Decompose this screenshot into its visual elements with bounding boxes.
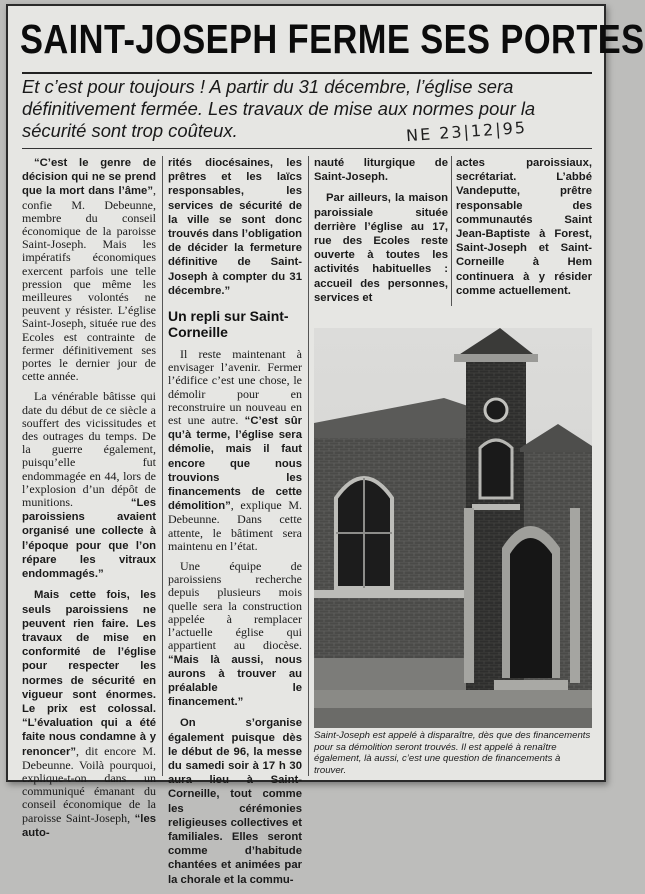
- quote-text: “les auto-: [22, 812, 157, 839]
- quote-text: “C’est sûr qu’à terme, l’église sera démolie, mais il faut encore que nous trouvions les financements de cette démolition”: [168, 415, 303, 513]
- paragraph: [22, 390, 156, 581]
- body-text: Une équipe de paroissiens recherche depuis plusieurs mois quelle sera la construction appelée à remplacer l’actuelle église qui appartient au diocèse.: [168, 559, 302, 653]
- paragraph: [22, 156, 156, 383]
- article-column-2: [168, 156, 302, 894]
- paragraph: [314, 191, 448, 305]
- body-text: , confie M. Debeunne, membre du conseil économique de la paroisse Saint-Joseph. Mais les impératifs économiques exercent parfois une telle pression que même les meilleures volontés ne peuvent y résister. L’église Saint-Joseph, située rue des Ecoles est contrainte de fermer définitivement ses portes le dernier jour de cette année.: [22, 183, 156, 384]
- paragraph: [314, 156, 448, 184]
- paragraph: [168, 156, 302, 298]
- body-text-bold: Par ailleurs, la maison paroissiale située derrière l’église au 17, rue des Ecoles reste ouverte à toutes les activités habituelles : accueil des personnes, services et: [314, 192, 448, 304]
- church-photo: [314, 328, 592, 728]
- handwritten-date-note: NE 23|12|95: [405, 117, 528, 146]
- column-rule: [451, 156, 452, 306]
- standfirst: Et c’est pour toujours ! A partir du 31 décembre, l’église sera définitivement fermée. Les travaux de mise aux normes pour la sécurité sont trop coûteux.: [22, 76, 536, 141]
- headline-rule: [22, 72, 592, 74]
- body-text-bold: nauté liturgique de Saint-Joseph.: [314, 157, 448, 184]
- paragraph: [168, 348, 302, 553]
- article-column-4: [456, 156, 592, 305]
- church-illustration: [314, 328, 592, 728]
- quote-text: rités diocésaines, les prêtres et les laïcs responsables, les services de sécurité de la ville se sont donc trouvés dans l’obligation de décider la fermeture définitive de Saint-Joseph à compter du 31 décembre.”: [168, 157, 302, 297]
- quote-text: “C’est le genre de décision qui ne se prend que la mort dans l’âme”: [22, 157, 156, 198]
- quote-text: “Les paroissiens avaient organisé une collecte à l’époque pour que l’on répare les vitraux endommagés.”: [22, 497, 156, 581]
- paragraph: [456, 156, 592, 298]
- quote-text: “Mais là aussi, nous aurons à trouver au préalable le financement.”: [168, 653, 302, 709]
- section-rule: [22, 148, 592, 149]
- body-text: , dit encore M. Debeunne. Voilà pourquoi, explique-t-on dans un communiqué émanant du conseil économique de la paroisse Saint-Joseph,: [22, 743, 156, 825]
- body-text: Il reste maintenant à envisager l’avenir. Fermer l’édifice c’est une chose, le démolir pour en reconstruire un nouveau en est une autre.: [168, 347, 302, 428]
- photo-caption: Saint-Joseph est appelé à disparaître, dès que des financements pour sa démolition seront trouvés. Il est appelé à renaître également, là aussi, c’est une question de financements à trouver.: [314, 730, 591, 776]
- column-rule: [162, 156, 163, 776]
- body-text: , explique M. Debeunne. Dans cette attente, le bâtiment sera maintenu en l’état.: [168, 498, 302, 553]
- newspaper-clipping: [6, 4, 645, 886]
- paragraph: [168, 716, 302, 886]
- subheading: Un repli sur Saint-Corneille: [168, 308, 289, 341]
- article-column-1: [22, 156, 156, 847]
- column-rule: [308, 156, 309, 776]
- article-column-3: [314, 156, 448, 312]
- paragraph: [22, 588, 156, 840]
- body-text-bold: actes paroissiaux, secrétariat. L’abbé Vandeputte, prêtre responsable des communautés Saint Jean-Baptiste à Forest, Saint-Joseph et Saint-Corneille à Hem continuera à y résider comme actuellement.: [456, 157, 592, 297]
- body-text: La vénérable bâtisse qui date du début de ce siècle a souffert des vicissitudes et des outrages du temps. De la guerre également, puisqu’elle fut endommagée en 44, lors de l’explosion d’un dépôt de munitions.: [22, 389, 156, 510]
- headline: SAINT-JOSEPH FERME SES PORTES: [20, 16, 645, 62]
- body-text-bold: On s’organise également puisque dès le début de 96, la messe du samedi soir à 17 h 30 aura lieu à Saint-Corneille, tout comme les cérémonies religieuses collectives et familiales. Elles seront comme d’habitude chantées et animées par la chorale et la commu-: [168, 717, 302, 886]
- quote-text: Mais cette fois, les seuls paroissiens ne peuvent rien faire. Les travaux de mise en conformité de l’église pour respecter les normes de sécurité en vigueur sont énormes. Le prix est colossal. “L’évaluation qui a été faite nous condamne à y renoncer”: [22, 589, 156, 758]
- paragraph: [168, 560, 302, 709]
